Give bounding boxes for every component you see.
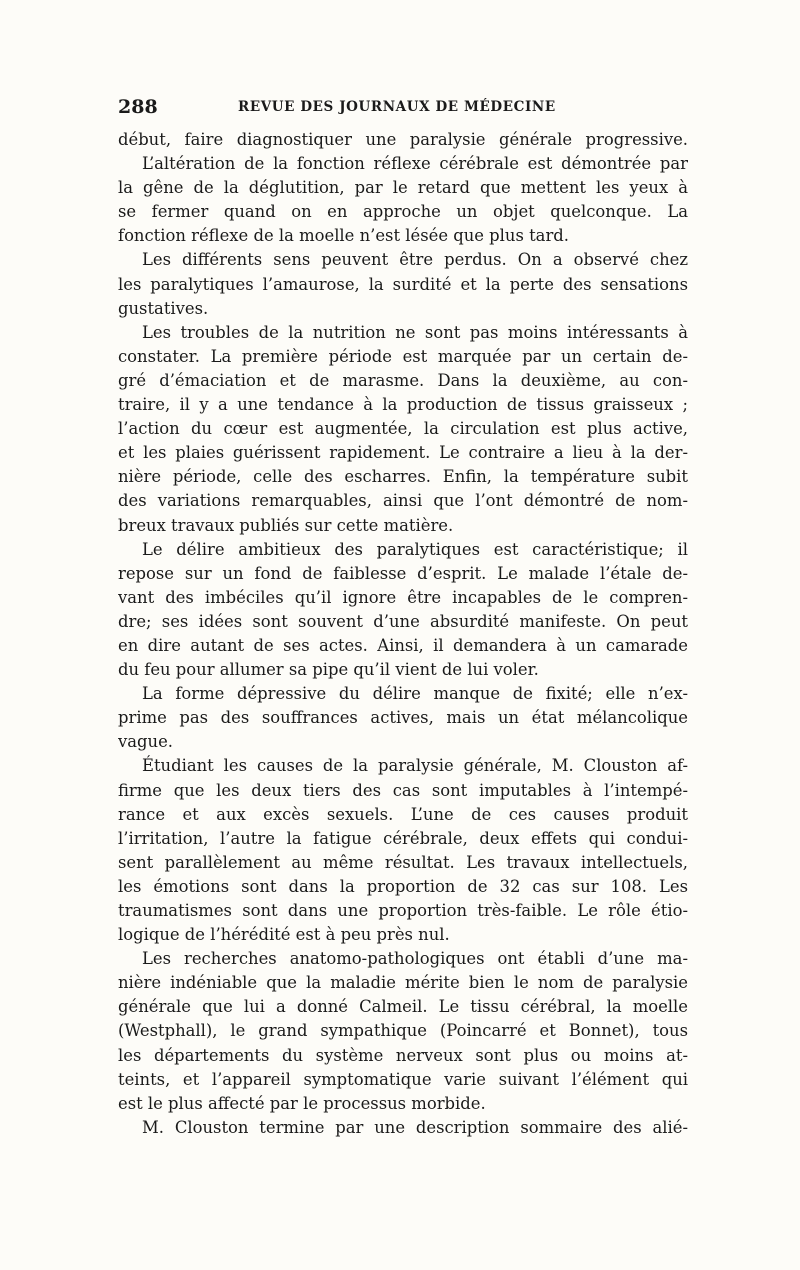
text-line: traire, il y a une tendance à la production de tissus graisseux ; (118, 395, 688, 415)
text-line: teints, et l’appareil symptomatique varie suivant l’élément qui (118, 1069, 688, 1089)
text-line: rance et aux excès sexuels. L’une de ces causes produit (118, 804, 688, 824)
text-line: gré d’émaciation et de marasme. Dans la deuxième, au con- (118, 370, 688, 390)
running-title: REVUE DES JOURNAUX DE MÉDECINE (238, 99, 556, 115)
page-number: 288 (118, 96, 158, 118)
page-header (118, 96, 688, 122)
text-line: des variations remarquables, ainsi que l’ont démontré de nom- (118, 491, 688, 511)
text-line: Les troubles de la nutrition ne sont pas moins intéressants à (142, 322, 688, 342)
text-line: la gêne de la déglutition, par le retard que mettent les yeux à (118, 178, 688, 198)
text-line: repose sur un fond de faiblesse d’esprit. Le malade l’étale de- (118, 563, 688, 583)
text-line: début, faire diagnostiquer une paralysie générale progressive. (118, 130, 688, 149)
text-line: fonction réflexe de la moelle n’est lésée que plus tard. (118, 226, 569, 246)
text-line: M. Clouston termine par une description sommaire des alié- (142, 1117, 688, 1137)
text-line: est le plus affecté par le processus morbide. (118, 1093, 486, 1113)
text-line: Le délire ambitieux des paralytiques est caractéristique; il (142, 539, 688, 559)
text-line: constater. La première période est marquée par un certain de- (118, 346, 688, 366)
text-line: vague. (118, 732, 173, 752)
text-line: logique de l’hérédité est à peu près nul. (118, 925, 450, 945)
text-line: l’action du cœur est augmentée, la circulation est plus active, (118, 419, 688, 439)
text-line: l’irritation, l’autre la fatigue cérébrale, deux effets qui condui- (118, 828, 688, 848)
text-line: nière indéniable que la maladie mérite bien le nom de paralysie (118, 973, 688, 993)
text-line: Les recherches anatomo-pathologiques ont établi d’une ma- (142, 949, 688, 969)
text-line: et les plaies guérissent rapidement. Le contraire a lieu à la der- (118, 443, 688, 463)
text-line: prime pas des souffrances actives, mais un état mélancolique (118, 708, 688, 728)
text-line: (Westphall), le grand sympathique (Poincarré et Bonnet), tous (118, 1021, 688, 1041)
text-line: les émotions sont dans la proportion de 32 cas sur 108. Les (118, 876, 688, 896)
text-line: générale que lui a donné Calmeil. Le tissu cérébral, la moelle (118, 997, 688, 1017)
text-line: traumatismes sont dans une proportion très-faible. Le rôle étio- (118, 901, 688, 920)
book-page (118, 0, 688, 1270)
text-line: en dire autant de ses actes. Ainsi, il demandera à un camarade (118, 635, 688, 655)
text-line: du feu pour allumer sa pipe qu’il vient de lui voler. (118, 660, 539, 680)
text-line: les paralytiques l’amaurose, la surdité et la perte des sensations (118, 274, 688, 294)
text-line: les départements du système nerveux sont plus ou moins at- (118, 1045, 688, 1065)
text-line: sent parallèlement au même résultat. Les travaux intellectuels, (118, 852, 688, 872)
text-line: gustatives. (118, 298, 209, 318)
body-text (118, 128, 688, 1140)
text-line: breux travaux publiés sur cette matière. (118, 515, 454, 535)
text-line: dre; ses idées sont souvent d’une absurdité manifeste. On peut (118, 611, 688, 631)
text-line: firme que les deux tiers des cas sont imputables à l’intempé- (118, 780, 688, 800)
text-line: La forme dépressive du délire manque de fixité; elle n’ex- (142, 684, 688, 704)
text-line: nière période, celle des escharres. Enfin, la température subit (118, 467, 688, 487)
text-line: vant des imbéciles qu’il ignore être incapables de le compren- (118, 587, 688, 607)
text-line: se fermer quand on en approche un objet quelconque. La (118, 202, 688, 222)
text-line: Étudiant les causes de la paralysie générale, M. Clouston af- (142, 756, 688, 776)
text-line: Les différents sens peuvent être perdus. On a observé chez (142, 250, 688, 270)
text-line: L’altération de la fonction réflexe cérébrale est démontrée par (142, 154, 688, 174)
